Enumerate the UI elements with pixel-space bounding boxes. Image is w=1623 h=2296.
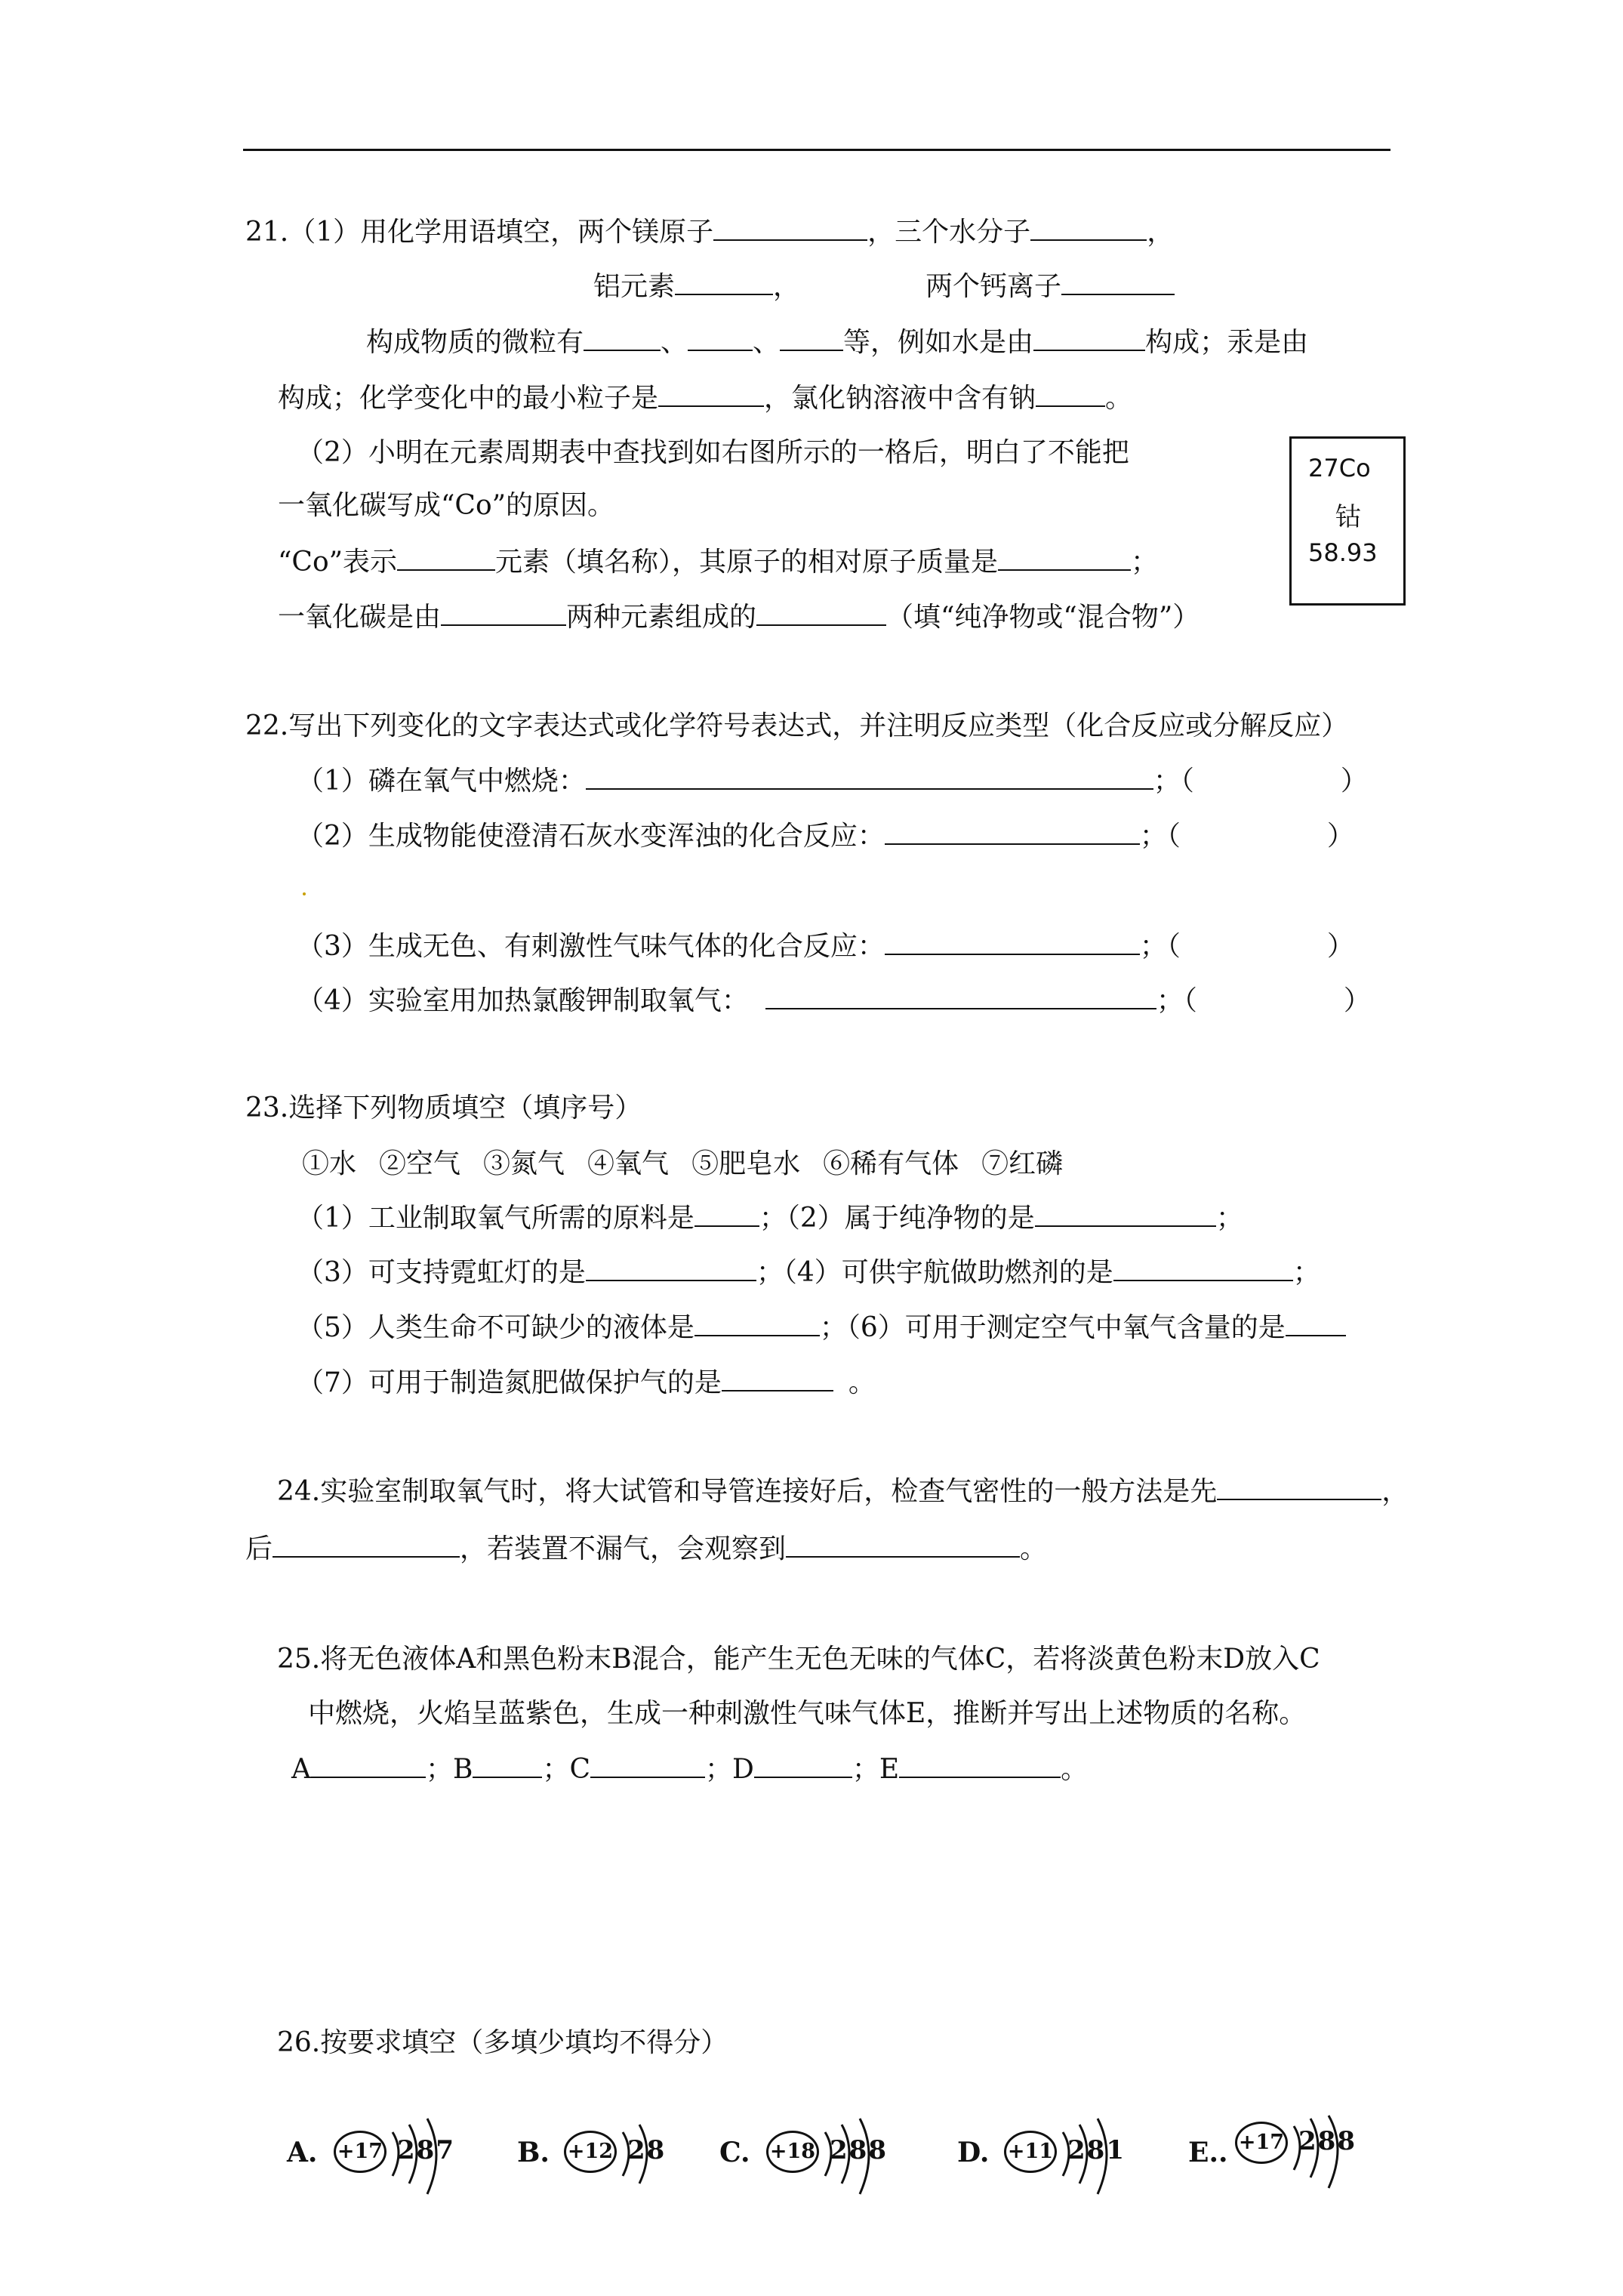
periodic-element-cell: [1289, 436, 1406, 606]
answer-blank[interactable]: [1286, 1312, 1346, 1336]
answer-blank[interactable]: [765, 985, 1156, 1009]
answer-blank[interactable]: [675, 271, 773, 295]
q21-line-2b: [925, 270, 1175, 304]
answer-blank[interactable]: [713, 217, 867, 241]
q25-text: ；D: [705, 1754, 754, 1785]
q21-line-6: [278, 489, 614, 522]
q25-text: ；B: [426, 1754, 473, 1785]
q21-text: ，氯化钠溶液中含有钠: [764, 383, 1036, 414]
electron-configuration: 288: [1298, 2126, 1357, 2156]
answer-blank[interactable]: [1061, 271, 1175, 295]
answer-blank[interactable]: [1217, 1476, 1381, 1500]
q25-line-3: [291, 1753, 1088, 1786]
q25-text: ；E: [852, 1754, 900, 1785]
q21-text: ；: [1131, 547, 1159, 578]
q23-title: [245, 1092, 642, 1125]
q23-text: ；: [1292, 1257, 1320, 1288]
q22-paren: ）: [1343, 985, 1371, 1016]
q23-line-3: [297, 1311, 1346, 1345]
q21-text: 元素（填名称），其原子的相对原子质量是: [495, 547, 999, 578]
q21-text: （填“纯净物或“混合物”）: [886, 602, 1200, 633]
atom-nucleus: +18: [766, 2131, 819, 2173]
q21-text: 一氧化碳是由: [278, 602, 442, 633]
atom-label: C.: [719, 2137, 750, 2168]
electron-configuration: 28: [627, 2135, 667, 2165]
q22-title-text: 22.写出下列变化的文字表达式或化学符号表达式，并注明反应类型（化合反应或分解反应）: [245, 710, 1349, 741]
atom-label: A.: [287, 2137, 318, 2168]
answer-blank[interactable]: [586, 1257, 756, 1281]
q22-paren: ；（: [1139, 821, 1181, 852]
q23-option: ⑥稀有气体: [823, 1148, 959, 1179]
q25-line-2: [308, 1697, 1306, 1730]
q21-text: 两个钙离子: [925, 271, 1062, 302]
q21-text: “Co”表示: [278, 547, 398, 578]
q23-text: （1）工业制取氧气所需的原料是: [297, 1203, 694, 1234]
q21-line-1: [245, 216, 1174, 249]
answer-blank[interactable]: [885, 821, 1140, 845]
answer-blank[interactable]: [722, 1367, 833, 1391]
q21-line-2: [593, 270, 800, 304]
answer-blank[interactable]: [311, 1754, 426, 1778]
q22-paren: ；（: [1156, 985, 1197, 1016]
q22-item-text: （1）磷在氧气中燃烧：: [297, 766, 586, 797]
q23-options: [302, 1148, 1063, 1181]
q24-text: ，若装置不漏气，会观察到: [460, 1533, 787, 1564]
q23-text: ；: [1215, 1203, 1243, 1234]
q22-item-text: （2）生成物能使澄清石灰水变浑浊的化合反应：: [297, 821, 885, 852]
answer-blank[interactable]: [899, 1754, 1061, 1778]
element-number-symbol: 27Co: [1308, 454, 1371, 482]
q21-text: 构成；化学变化中的最小粒子是: [278, 383, 659, 414]
q26-title: [277, 2026, 728, 2060]
element-mass: 58.93: [1308, 538, 1378, 567]
answer-blank[interactable]: [786, 1533, 1020, 1558]
q22-paren: ；（: [1153, 766, 1194, 797]
q23-text: ；（2）属于纯净物的是: [759, 1203, 1035, 1234]
electron-configuration: 287: [397, 2135, 455, 2165]
q21-text: 、: [661, 327, 688, 358]
q23-text: （5）人类生命不可缺少的液体是: [297, 1312, 694, 1343]
q23-line-4: [297, 1367, 876, 1400]
q23-option: ②空气: [379, 1148, 461, 1179]
answer-blank[interactable]: [590, 1754, 705, 1778]
answer-blank[interactable]: [441, 602, 566, 626]
answer-blank[interactable]: [586, 766, 1153, 790]
atom-label: E..: [1188, 2137, 1228, 2168]
q24-text: ，: [1381, 1476, 1409, 1507]
q23-line-2: [297, 1256, 1320, 1290]
atom-nucleus: +12: [564, 2131, 617, 2173]
q23-option: ③氮气: [483, 1148, 565, 1179]
q23-line-1: [297, 1202, 1243, 1235]
q21-text: 构成物质的微粒有: [366, 327, 584, 358]
answer-blank[interactable]: [584, 327, 661, 351]
q22-title: [245, 710, 1348, 743]
q23-text: ；（4）可供宇航做助燃剂的是: [756, 1257, 1113, 1288]
header-rule: [243, 149, 1390, 151]
q21-text: 一氧化碳写成“Co”的原因。: [278, 490, 615, 521]
q21-text: 构成；汞是由: [1145, 327, 1309, 358]
q23-text: （3）可支持霓虹灯的是: [297, 1257, 586, 1288]
q22-item: [297, 930, 1354, 963]
q24-text: 。: [1020, 1533, 1048, 1564]
q22-item: [297, 820, 1354, 853]
atom-nucleus: +11: [1004, 2131, 1057, 2173]
q22-item: [297, 985, 1371, 1018]
answer-blank[interactable]: [885, 931, 1140, 955]
q21-text: 两种元素组成的: [566, 602, 757, 633]
q22-paren: ）: [1326, 931, 1354, 962]
answer-blank[interactable]: [688, 327, 753, 351]
q23-option: ①水: [302, 1148, 357, 1179]
q22-paren: ）: [1326, 821, 1354, 852]
answer-blank[interactable]: [1036, 383, 1105, 407]
q23-option: ④氧气: [587, 1148, 670, 1179]
answer-blank[interactable]: [397, 547, 495, 571]
answer-blank[interactable]: [780, 327, 843, 351]
q23-option: ⑤肥皂水: [691, 1148, 801, 1179]
answer-blank[interactable]: [1030, 217, 1147, 241]
q21-text: ，: [1147, 217, 1175, 248]
q21-line-8: [278, 601, 1200, 634]
atom-label: B.: [517, 2137, 550, 2168]
q21-text: 铝元素: [593, 271, 676, 302]
q26-title-text: 26.按要求填空（多填少填均不得分）: [277, 2027, 728, 2058]
q23-text: 。: [848, 1367, 876, 1398]
answer-blank[interactable]: [658, 383, 764, 407]
answer-blank[interactable]: [756, 602, 886, 626]
q24-text: 后: [245, 1533, 273, 1564]
q25-text: A: [291, 1754, 311, 1785]
q21-text: ，三个水分子: [867, 217, 1031, 248]
q24-line-1: [277, 1475, 1409, 1509]
q24-text: 24.实验室制取氧气时，将大试管和导管连接好后，检查气密性的一般方法是先: [277, 1476, 1218, 1507]
atom-nucleus: +17: [334, 2131, 387, 2173]
q25-text: 。: [1061, 1754, 1089, 1785]
q21-line-7: [278, 546, 1158, 579]
q21-line-3: [366, 326, 1308, 359]
atom-nucleus: +17: [1235, 2122, 1288, 2164]
q25-text: 25.将无色液体A和黑色粉末B混合，能产生无色无味的气体C，若将淡黄色粉末D放入C: [277, 1644, 1320, 1675]
q21-line-4: [278, 382, 1132, 415]
atom-structure-diagrams: [287, 2116, 1389, 2199]
q22-paren: ）: [1340, 766, 1368, 797]
answer-blank[interactable]: [1033, 327, 1145, 351]
answer-blank[interactable]: [473, 1754, 542, 1778]
answer-blank[interactable]: [1113, 1257, 1293, 1281]
electron-configuration: 288: [830, 2135, 888, 2165]
q22-item-text: （3）生成无色、有刺激性气味气体的化合反应：: [297, 931, 885, 962]
q23-text: （7）可用于制造氮肥做保护气的是: [297, 1367, 722, 1398]
q21-text: 21.（1）用化学用语填空，两个镁原子: [245, 217, 714, 248]
answer-blank[interactable]: [694, 1312, 820, 1336]
electron-configuration: 281: [1067, 2135, 1126, 2165]
q21-line-5: [297, 436, 1129, 470]
q21-text: ，: [773, 271, 801, 302]
q21-text: 、: [753, 327, 781, 358]
q21-text: 。: [1105, 383, 1133, 414]
q21-text: 等，例如水是由: [843, 327, 1034, 358]
q21-text: （2）小明在元素周期表中查找到如右图所示的一格后，明白了不能把: [297, 437, 1129, 468]
answer-blank[interactable]: [694, 1203, 759, 1227]
q23-title-text: 23.选择下列物质填空（填序号）: [245, 1093, 642, 1123]
q25-line-1: [277, 1643, 1320, 1676]
atom-label: D.: [957, 2137, 990, 2168]
answer-blank[interactable]: [998, 547, 1131, 571]
q22-item: [297, 765, 1368, 798]
element-name: 钴: [1335, 502, 1361, 532]
q22-paren: ；（: [1139, 931, 1181, 962]
answer-blank[interactable]: [273, 1533, 460, 1558]
q25-text: ；C: [542, 1754, 591, 1785]
q24-line-2: [245, 1533, 1047, 1566]
q23-text: ；（6）可用于测定空气中氧气含量的是: [819, 1312, 1286, 1343]
stray-dot: [303, 892, 306, 895]
q25-text: 中燃烧，火焰呈蓝紫色，生成一种刺激性气味气体E，推断并写出上述物质的名称。: [308, 1698, 1307, 1729]
q23-option: ⑦红磷: [981, 1148, 1064, 1179]
q22-item-text: （4）实验室用加热氯酸钾制取氧气：: [297, 985, 749, 1016]
answer-blank[interactable]: [1035, 1203, 1216, 1227]
answer-blank[interactable]: [754, 1754, 852, 1778]
